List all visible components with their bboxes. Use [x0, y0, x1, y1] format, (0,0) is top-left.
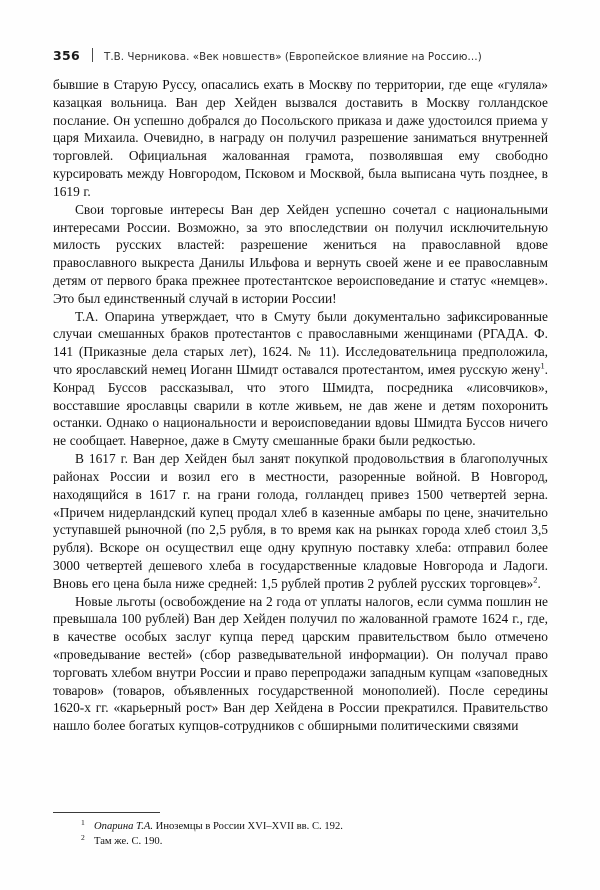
footnote-separator-rule: [53, 812, 160, 813]
running-head-title: Т.В. Черникова. «Век новшеств» (Европейское влияние на Россию…): [104, 51, 482, 63]
paragraph-5: Новые льготы (освобождение на 2 года от уплаты налогов, если сумма пошлин не превышала 100 рублей) Ван дер Хейден получил по жалованной грамоте 1624 г., где, в качестве особых заслуг купца перед царским правительством было отмечено «проведывание вестей» (сбор разведывательной информации). Он получал право торговать хлебом внутри России и право перепродажи западным купцам «заповедных товаров» (товаров, объявленных государственной монополией). После середины 1620-х гг. «карьерный рост» Ван дер Хейдена в России прекратился. Правительство нашло более богатых купцов-сотрудников с обширными политическими связями: [53, 593, 548, 734]
footnote-item: [53, 819, 548, 834]
footnote-citation: Иноземцы в России XVI–XVII вв. С. 192.: [153, 821, 343, 832]
footnote-number: 2: [81, 833, 85, 842]
footnote-author: Опарина Т.А.: [94, 821, 154, 832]
page-number: 356: [53, 48, 80, 63]
running-head-divider: [92, 48, 93, 62]
footnotes-area: [53, 812, 548, 849]
footnote-number: 1: [81, 818, 85, 827]
paragraph-3-part-a: Т.А. Опарина утверждает, что в Смуту были документально зафиксированные случаи смешанных браков протестантов с православными женщинами (РГАДА. Ф. 141 (Приказные дела старых лет), 1624. № 11). Исследовательница предположила, что ярославский немец Иоганн Шмидт оставался протестантом, имея русскую жену: [53, 308, 548, 377]
body-text-block: [53, 76, 548, 735]
footnote-text: [94, 834, 548, 849]
paragraph-3: [53, 308, 548, 451]
paragraph-4: [53, 450, 548, 593]
footnote-reference-2[interactable]: 2: [533, 575, 538, 585]
footnote-reference-1[interactable]: 1: [540, 361, 545, 371]
footnote-citation: Там же. С. 190.: [94, 836, 163, 847]
paragraph-3-part-b: . Конрад Буссов рассказывал, что этого Шмидта, посредника «лисовчиков», восставшие ярославцы сварили в котле живьем, не дав жене и детям похоронить останки. Однако о национальности и вероисповедании вдовы Шмидта Буссов ничего не сообщает. Наверное, даже в Смуту смешанные браки были редкостью.: [53, 362, 548, 449]
paragraph-1: бывшие в Старую Руссу, опасались ехать в Москву по территории, где еще «гуляла» казацкая вольница. Ван дер Хейден вызвался доставить в Москву голландское послание. Он успешно добрался до Посольского приказа и даже удостоился приема у царя Михаила. Очевидно, в награду он получил разрешение заниматься внутренней торговлей. Официальная жалованная грамота, позволявшая ему свободно курсировать между Новгородом, Псковом и Москвой, была выписана чуть позднее, в 1619 г.: [53, 77, 548, 199]
paragraph-4-part-b: .: [537, 575, 541, 591]
running-head: [53, 46, 549, 63]
footnote-text: [94, 819, 548, 834]
paragraph-2: Свои торговые интересы Ван дер Хейден успешно сочетал с национальными интересами России. Возможно, за это впоследствии он получил исключительную милость русских властей: разрешение жениться на православной вдове православного выкреста Данилы Ильфова и вернуть своей жене и ее православным детям от первого брака прежнее протестантское вероисповедание и статус «немцев». Это был единственный случай в истории России!: [53, 201, 548, 306]
footnote-item: [53, 834, 548, 849]
paragraph-4-part-a: В 1617 г. Ван дер Хейден был занят покупкой продовольствия в благополучных районах России и возил его в местности, разоренные войной. В Новгород, находящийся в 1617 г. на грани голода, голландец привез 1500 четвертей зерна. «Причем нидерландский купец продал хлеб в казенные амбары по цене, значительно уступавшей рыночной (по 2,5 рубля, в то время как на рынках города хлеб стоил 3,5 рубля). Вскоре он осуществил еще одну крупную поставку хлеба: отправил более 3000 четвертей дешевого хлеба в государственные кладовые Новгорода и Ладоги. Вновь его цена была ниже средней: 1,5 рублей против 2 рублей русских торговцев»: [53, 451, 548, 591]
